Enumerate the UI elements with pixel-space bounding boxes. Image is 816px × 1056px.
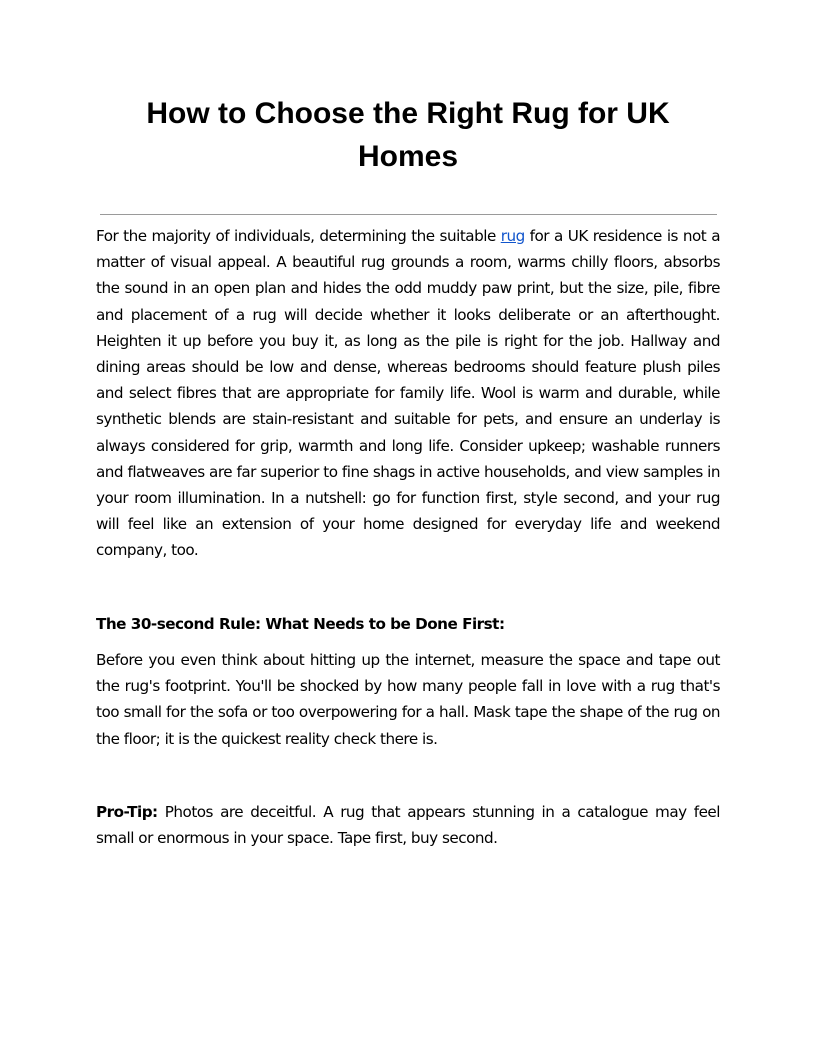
rug-link[interactable]: rug <box>500 227 525 245</box>
pro-tip-label: Pro-Tip: <box>96 803 158 821</box>
pro-tip-paragraph <box>96 799 720 851</box>
title-divider <box>100 214 717 215</box>
section-paragraph: Before you even think about hitting up the internet, measure the space and tape out the rug's footprint. You'll be shocked by how many people fall in love with a rug that's too small for the sofa or too overpowering for a hall. Mask tape the shape of the rug on the floor; it is the quickest reality check there is. <box>96 651 720 748</box>
pro-tip-text: Photos are deceitful. A rug that appears stunning in a catalogue may feel small or enormous in your space. Tape first, buy second. <box>96 803 720 848</box>
page-title: How to Choose the Right Rug for UK Homes <box>146 97 670 173</box>
intro-text-start: For the majority of individuals, determining the suitable <box>96 227 501 245</box>
intro-paragraph <box>96 223 720 564</box>
section-heading: The 30-second Rule: What Needs to be Done First: <box>96 615 505 633</box>
intro-text-rest: for a UK residence is not a matter of visual appeal. A beautiful rug grounds a room, warms chilly floors, absorbs the sound in an open plan and hides the odd muddy paw print, but the size, pile, fibre and placement of a rug will decide whether it looks deliberate or an afterthought. Heighten it up before you buy it, as long as the pile is right for the job. Hallway and dining areas should be low and dense, whereas bedrooms should feature plush piles and select fibres that are appropriate for family life. Wool is warm and durable, while synthetic blends are stain-resistant and suitable for pets, and ensure an underlay is always considered for grip, warmth and long life. Consider upkeep; washable runners and flatweaves are far superior to fine shags in active households, and view samples in your room illumination. In a nutshell: go for function first, style second, and your rug will feel like an extension of your home designed for everyday life and weekend company, too. <box>96 227 720 560</box>
